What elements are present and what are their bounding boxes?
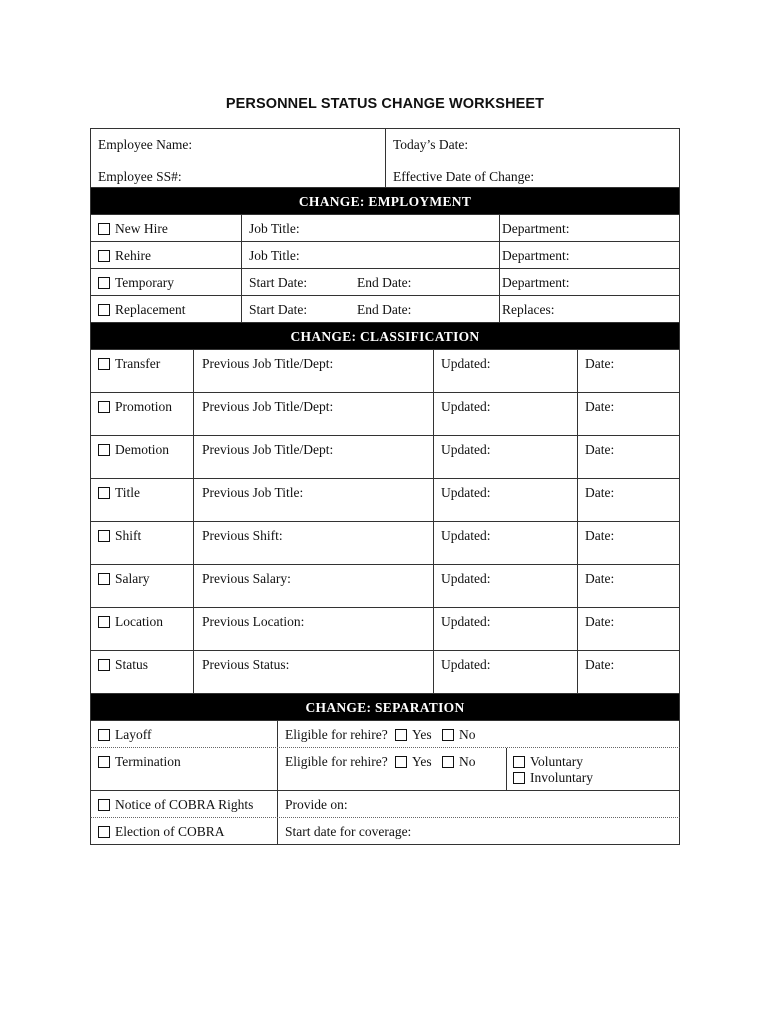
updated-cell	[433, 651, 577, 693]
checkbox-icon	[98, 826, 110, 838]
date-field[interactable]: Date:	[585, 528, 615, 543]
classification-checkbox[interactable]	[98, 356, 160, 372]
date-field[interactable]: Date:	[585, 485, 615, 500]
cobra-election-row	[90, 818, 680, 845]
checkbox-icon	[98, 799, 110, 811]
provide-on-field[interactable]: Provide on:	[285, 797, 348, 812]
checkbox-icon	[98, 304, 110, 316]
classification-checkbox[interactable]	[98, 528, 141, 544]
classification-label: Status	[115, 657, 149, 672]
cobra-notice-label: Notice of COBRA Rights	[115, 797, 254, 812]
todays-date-field[interactable]: Today’s Date:	[393, 137, 469, 152]
date-field[interactable]: Date:	[585, 442, 615, 457]
job-title-cell	[241, 215, 499, 241]
classification-label: Demotion	[115, 442, 169, 457]
rehire-yes-checkbox[interactable]	[395, 754, 432, 770]
classification-checkbox[interactable]	[98, 571, 150, 587]
updated-cell	[433, 436, 577, 478]
previous-cell	[193, 565, 433, 607]
replaces-field[interactable]: Replaces:	[502, 302, 555, 317]
no-label: No	[459, 727, 476, 742]
department-field[interactable]: Department:	[502, 221, 570, 236]
previous-cell	[193, 608, 433, 650]
involuntary-checkbox[interactable]	[513, 770, 593, 786]
voluntary-cell	[506, 748, 679, 790]
previous-field[interactable]: Previous Job Title/Dept:	[202, 356, 334, 371]
employee-left-cell	[91, 129, 385, 187]
classification-section-header	[90, 323, 680, 350]
classification-row	[90, 522, 680, 565]
updated-field[interactable]: Updated:	[441, 485, 491, 500]
classification-header-label: CHANGE: CLASSIFICATION	[290, 329, 480, 344]
department-field[interactable]: Department:	[502, 248, 570, 263]
date-cell	[577, 436, 679, 478]
updated-field[interactable]: Updated:	[441, 442, 491, 457]
employment-row	[90, 296, 680, 323]
checkbox-icon	[98, 616, 110, 628]
checkbox-icon	[98, 401, 110, 413]
date-field[interactable]: Date:	[585, 614, 615, 629]
dates-cell	[241, 269, 499, 295]
checkbox-icon	[98, 277, 110, 289]
classification-checkbox[interactable]	[98, 399, 172, 415]
cobra-election-checkbox[interactable]	[98, 824, 225, 840]
previous-cell	[193, 522, 433, 564]
date-field[interactable]: Date:	[585, 657, 615, 672]
end-date-field[interactable]: End Date:	[357, 275, 412, 290]
replaces-cell	[499, 296, 679, 322]
classification-label: Title	[115, 485, 141, 500]
classification-label: Transfer	[115, 356, 161, 371]
previous-field[interactable]: Previous Salary:	[202, 571, 291, 586]
previous-field[interactable]: Previous Job Title/Dept:	[202, 442, 334, 457]
separation-header-label: CHANGE: SEPARATION	[305, 700, 465, 715]
classification-checkbox[interactable]	[98, 614, 163, 630]
date-cell	[577, 350, 679, 392]
checkbox-icon	[442, 729, 454, 741]
dates-cell	[241, 296, 499, 322]
updated-cell	[433, 393, 577, 435]
classification-label: Promotion	[115, 399, 173, 414]
updated-field[interactable]: Updated:	[441, 399, 491, 414]
updated-field[interactable]: Updated:	[441, 614, 491, 629]
layoff-rehire-cell	[277, 721, 679, 747]
start-coverage-cell	[277, 818, 679, 844]
employment-section	[90, 215, 680, 323]
end-date-field[interactable]: End Date:	[357, 302, 412, 317]
checkbox-icon	[98, 729, 110, 741]
layoff-checkbox[interactable]	[98, 727, 152, 743]
voluntary-label: Voluntary	[530, 754, 583, 769]
classification-checkbox[interactable]	[98, 485, 140, 501]
rehire-yes-checkbox[interactable]	[395, 727, 432, 743]
employment-row	[90, 269, 680, 296]
updated-cell	[433, 522, 577, 564]
job-title-field[interactable]: Job Title:	[249, 221, 300, 236]
checkbox-icon	[98, 659, 110, 671]
department-field[interactable]: Department:	[502, 275, 570, 290]
previous-cell	[193, 350, 433, 392]
yes-label: Yes	[412, 727, 432, 742]
start-date-field[interactable]: Start Date:	[249, 302, 308, 317]
previous-field[interactable]: Previous Job Title/Dept:	[202, 399, 334, 414]
updated-field[interactable]: Updated:	[441, 356, 491, 371]
classification-label: Shift	[115, 528, 142, 543]
updated-cell	[433, 565, 577, 607]
employment-row	[90, 242, 680, 269]
checkbox-icon	[98, 530, 110, 542]
involuntary-label: Involuntary	[530, 770, 593, 785]
classification-row	[90, 608, 680, 651]
classification-checkbox[interactable]	[98, 442, 169, 458]
checkbox-icon	[442, 756, 454, 768]
checkbox-icon	[395, 729, 407, 741]
new-hire-label: New Hire	[115, 221, 168, 236]
classification-row	[90, 393, 680, 436]
cobra-election-label: Election of COBRA	[115, 824, 225, 839]
updated-cell	[433, 350, 577, 392]
previous-cell	[193, 651, 433, 693]
classification-checkbox[interactable]	[98, 657, 148, 673]
checkbox-icon	[513, 756, 525, 768]
termination-label: Termination	[115, 754, 181, 769]
replacement-label: Replacement	[115, 302, 186, 317]
classification-label: Salary	[115, 571, 150, 586]
job-title-cell	[241, 242, 499, 268]
date-cell	[577, 479, 679, 521]
updated-field[interactable]: Updated:	[441, 657, 491, 672]
date-cell	[577, 393, 679, 435]
eligible-rehire-label: Eligible for rehire?	[285, 754, 388, 769]
no-label: No	[459, 754, 476, 769]
checkbox-icon	[98, 250, 110, 262]
voluntary-checkbox[interactable]	[513, 754, 583, 770]
classification-row	[90, 479, 680, 522]
classification-section	[90, 350, 680, 694]
page-title: PERSONNEL STATUS CHANGE WORKSHEET	[225, 96, 545, 112]
checkbox-icon	[98, 358, 110, 370]
previous-cell	[193, 393, 433, 435]
separation-section	[90, 721, 680, 845]
start-date-field[interactable]: Start Date:	[249, 275, 308, 290]
date-field[interactable]: Date:	[585, 356, 615, 371]
yes-label: Yes	[412, 754, 432, 769]
checkbox-icon	[98, 444, 110, 456]
updated-cell	[433, 608, 577, 650]
previous-cell	[193, 479, 433, 521]
checkbox-icon	[98, 223, 110, 235]
termination-rehire-cell	[277, 748, 506, 790]
employee-right-cell	[385, 129, 679, 187]
classification-row	[90, 436, 680, 479]
department-cell	[499, 269, 679, 295]
date-cell	[577, 608, 679, 650]
temporary-label: Temporary	[115, 275, 175, 290]
eligible-rehire-label: Eligible for rehire?	[285, 727, 388, 742]
classification-row	[90, 350, 680, 393]
checkbox-icon	[98, 573, 110, 585]
new-hire-checkbox[interactable]	[98, 221, 168, 237]
classification-row	[90, 651, 680, 694]
temporary-checkbox[interactable]	[98, 275, 174, 291]
classification-label: Location	[115, 614, 163, 629]
rehire-label: Rehire	[115, 248, 151, 263]
previous-cell	[193, 436, 433, 478]
replacement-checkbox[interactable]	[98, 302, 185, 318]
employee-info-section	[90, 128, 680, 188]
date-field[interactable]: Date:	[585, 399, 615, 414]
classification-row	[90, 565, 680, 608]
employment-row	[90, 215, 680, 242]
checkbox-icon	[98, 756, 110, 768]
rehire-checkbox[interactable]	[98, 248, 151, 264]
checkbox-icon	[513, 772, 525, 784]
rehire-no-checkbox[interactable]	[442, 727, 476, 743]
updated-cell	[433, 479, 577, 521]
previous-field[interactable]: Previous Location:	[202, 614, 305, 629]
updated-field[interactable]: Updated:	[441, 528, 491, 543]
termination-checkbox[interactable]	[98, 754, 181, 770]
date-cell	[577, 651, 679, 693]
employment-header-label: CHANGE: EMPLOYMENT	[298, 194, 472, 209]
updated-field[interactable]: Updated:	[441, 571, 491, 586]
rehire-no-checkbox[interactable]	[442, 754, 476, 770]
layoff-row	[90, 721, 680, 748]
job-title-field[interactable]: Job Title:	[249, 248, 300, 263]
termination-row	[90, 748, 680, 791]
cobra-notice-row	[90, 791, 680, 818]
checkbox-icon	[98, 487, 110, 499]
checkbox-icon	[395, 756, 407, 768]
employee-name-field[interactable]: Employee Name:	[98, 137, 193, 152]
date-field[interactable]: Date:	[585, 571, 615, 586]
provide-on-cell	[277, 791, 679, 817]
department-cell	[499, 242, 679, 268]
department-cell	[499, 215, 679, 241]
previous-field[interactable]: Previous Job Title:	[202, 485, 304, 500]
previous-field[interactable]: Previous Status:	[202, 657, 290, 672]
worksheet-form	[90, 128, 680, 845]
separation-section-header	[90, 694, 680, 721]
previous-field[interactable]: Previous Shift:	[202, 528, 283, 543]
date-cell	[577, 565, 679, 607]
cobra-notice-checkbox[interactable]	[98, 797, 253, 813]
layoff-label: Layoff	[115, 727, 152, 742]
employment-section-header	[90, 188, 680, 215]
start-coverage-field[interactable]: Start date for coverage:	[285, 824, 412, 839]
employee-ss-field[interactable]: Employee SS#:	[98, 169, 182, 184]
effective-date-field[interactable]: Effective Date of Change:	[393, 169, 535, 184]
date-cell	[577, 522, 679, 564]
